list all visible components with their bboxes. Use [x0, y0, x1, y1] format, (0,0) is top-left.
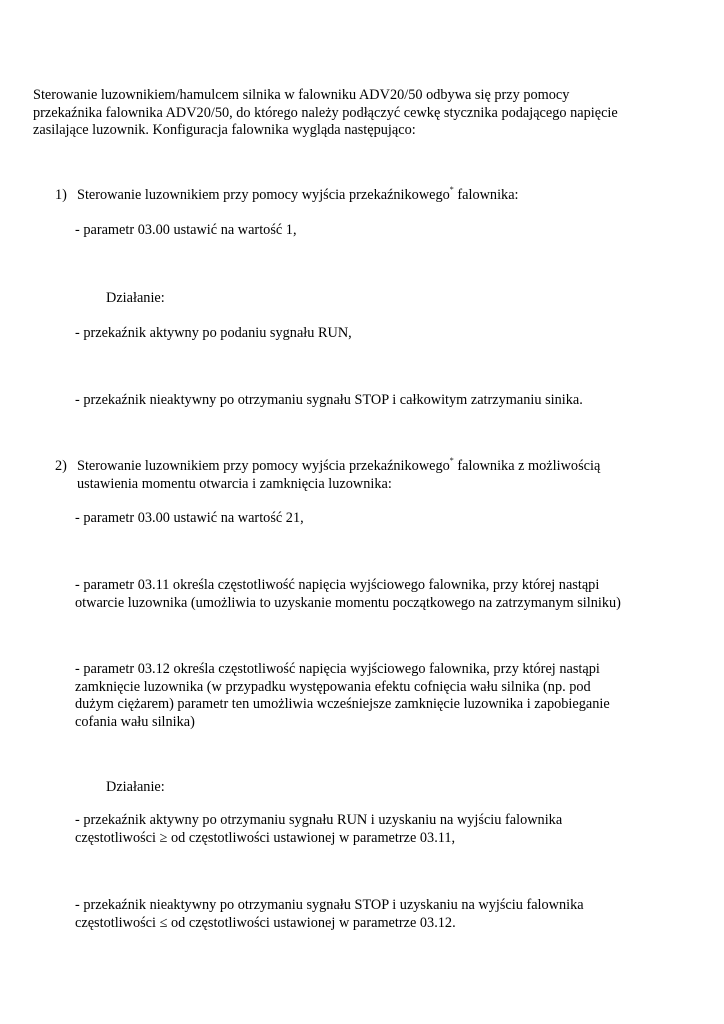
section-2-number: 2) — [55, 458, 67, 474]
intro-line: Sterowanie luzownikiem/hamulcem silnika w falowniku ADV20/50 odbywa się przy pomocy — [33, 87, 570, 103]
section-2-action-label: Działanie: — [106, 779, 165, 795]
section-2-bullet — [75, 897, 584, 932]
section-2-heading-line — [77, 458, 600, 476]
section-2-param: - parametr 03.00 ustawić na wartość 21, — [75, 510, 304, 526]
section-1-heading — [55, 187, 655, 207]
section-1-heading-part: falownika: — [453, 187, 519, 203]
section-1-heading-part: Sterowanie luzownikiem przy pomocy wyjścia przekaźnikowego — [77, 187, 450, 203]
section-2-param-line: - parametr 03.11 określa częstotliwość napięcia wyjściowego falownika, przy której nastąpi — [75, 577, 600, 593]
section-2-param-line: - parametr 03.12 określa częstotliwość napięcia wyjściowego falownika, przy której nastąpi — [75, 661, 600, 677]
section-2-param — [75, 661, 610, 731]
section-2-param-line: cofania wału silnika) — [75, 713, 195, 730]
intro-paragraph — [33, 87, 618, 140]
section-2-bullet-line: - przekaźnik nieaktywny po otrzymaniu sygnału STOP i uzyskaniu na wyjściu falownika — [75, 897, 584, 913]
section-2-heading — [55, 458, 675, 498]
section-2-bullet-line: częstotliwości ≥ od częstotliwości ustawionej w parametrze 03.11, — [75, 829, 456, 846]
section-1-param: - parametr 03.00 ustawić na wartość 1, — [75, 222, 297, 238]
section-1-heading-text — [77, 187, 519, 205]
section-1-bullet: - przekaźnik nieaktywny po otrzymaniu sygnału STOP i całkowitym zatrzymaniu sinika. — [75, 392, 583, 408]
section-2-heading-line: ustawienia momentu otwarcia i zamknięcia luzownika: — [77, 475, 392, 492]
section-2-heading-part: Sterowanie luzownikiem przy pomocy wyjścia przekaźnikowego — [77, 458, 450, 474]
section-2-heading-part: falownika z możliwością — [453, 458, 601, 474]
intro-line: przekaźnika falownika ADV20/50, do którego należy podłączyć cewkę stycznika podającego napięcie — [33, 104, 618, 121]
section-2-bullet-line: - przekaźnik aktywny po otrzymaniu sygnału RUN i uzyskaniu na wyjściu falownika — [75, 812, 563, 828]
section-1-number: 1) — [55, 187, 67, 203]
footnote-marker: * — [449, 185, 454, 195]
section-2-param-line: dużym ciężarem) parametr ten umożliwia wcześniejsze zamknięcie luzownika i zapobieganie — [75, 696, 610, 712]
section-2-param — [75, 577, 621, 612]
section-1-action-label: Działanie: — [106, 290, 165, 306]
section-2-param-line: zamknięcie luzownika (w przypadku występowania efektu cofnięcia wału silnika (np. pod — [75, 678, 591, 695]
section-2-bullet-line: częstotliwości ≤ od częstotliwości ustawionej w parametrze 03.12. — [75, 914, 456, 931]
footnote-marker: * — [449, 456, 454, 466]
section-2-param-line: otwarcie luzownika (umożliwia to uzyskanie momentu początkowego na zatrzymanym silniku) — [75, 594, 621, 611]
section-2-heading-text — [77, 458, 600, 493]
section-2-bullet — [75, 812, 562, 847]
intro-line: zasilające luzownik. Konfiguracja falownika wygląda następująco: — [33, 122, 416, 138]
section-1-bullet: - przekaźnik aktywny po podaniu sygnału RUN, — [75, 325, 352, 341]
